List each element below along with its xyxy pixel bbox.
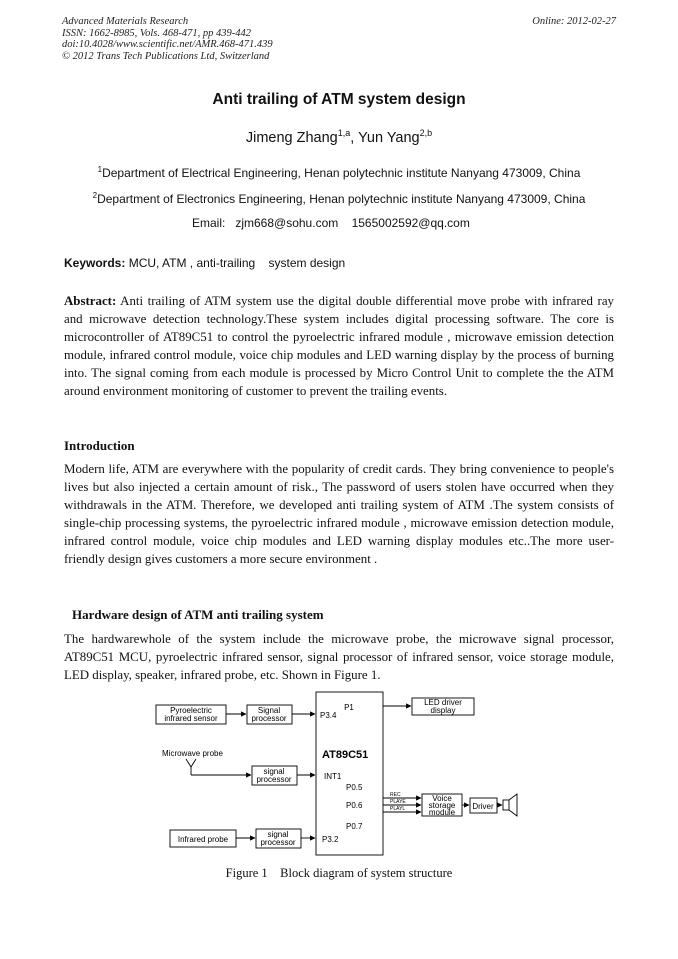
abstract-label: Abstract: — [64, 294, 117, 308]
figure-caption: Figure 1 Block diagram of system structure — [225, 866, 453, 880]
sigproc-3-label-2: processor — [260, 838, 296, 847]
introduction-heading: Introduction — [64, 438, 135, 453]
affiliation-2-sup: 2 — [92, 191, 98, 200]
affiliation-1-sup: 1 — [97, 165, 103, 174]
hardware-text: The hardwarewhole of the system include the microwave probe, the microwave signal processor, AT89C51 MCU, pyroelectric infrared sensor, signal processor of infrared sensor, voice storage module, LED display, speaker, infrared probe, etc. Shown in Figure 1. — [64, 632, 614, 682]
author-1-name: Jimeng Zhang — [245, 130, 338, 146]
pin-int1: INT1 — [324, 772, 342, 781]
sigproc-2-label-2: processor — [256, 775, 292, 784]
paper-title: Anti trailing of ATM system design — [212, 91, 466, 108]
online-date: Online: 2012-02-27 — [532, 16, 616, 27]
block-diagram — [150, 688, 530, 863]
affiliation-1-text: Department of Electrical Engineering, Henan polytechnic institute Nanyang 473009, China — [102, 166, 581, 180]
keywords-label: Keywords: — [64, 256, 126, 270]
led-label-2: display — [430, 706, 456, 715]
pin-p34: P3.4 — [320, 711, 337, 720]
pin-p06: P0.6 — [346, 801, 363, 810]
author-1-sup: 1,a — [337, 128, 351, 138]
pyro-label-2: infrared sensor — [164, 714, 218, 723]
journal-header — [62, 16, 273, 62]
voice-label-1: Voice — [432, 794, 452, 803]
abstract — [64, 292, 614, 400]
pyro-label-1: Pyroelectric — [170, 706, 212, 715]
pin-p32: P3.2 — [322, 835, 339, 844]
author-2-name: Yun Yang — [358, 130, 420, 146]
author-2-sup: 2,b — [419, 128, 433, 138]
driver-label: Driver — [472, 802, 494, 811]
infrared-probe-label: Infrared probe — [177, 835, 229, 844]
led-label-1: LED driver — [424, 698, 462, 707]
speaker-icon — [503, 800, 509, 810]
keywords-text: MCU, ATM , anti-trailing system design — [125, 256, 346, 270]
pin-p07: P0.7 — [346, 822, 363, 831]
voice-label-2: storage — [428, 801, 456, 810]
affiliation-2 — [0, 192, 678, 206]
author-line — [0, 130, 678, 146]
sigproc-3-label-1: signal — [267, 830, 289, 839]
affiliation-2-text: Department of Electronics Engineering, Henan polytechnic institute Nanyang 473009, China — [97, 192, 586, 206]
author-sep: , — [350, 130, 359, 146]
affiliation-1 — [0, 166, 678, 180]
microwave-antenna — [186, 759, 196, 767]
mcu-label: AT89C51 — [322, 749, 369, 761]
hardware-heading: Hardware design of ATM anti trailing system — [72, 607, 324, 622]
copyright-line: © 2012 Trans Tech Publications Ltd, Switzerland — [62, 50, 270, 62]
doi-line: doi:10.4028/www.scientific.net/AMR.468-471.439 — [62, 39, 273, 50]
introduction-text: Modern life, ATM are everywhere with the popularity of credit cards. They bring convenience to people's lives but also injected a certain amount of risk., The password of users stolen have occurred when they withdrawals in the ATM. Therefore, we developed anti trailing system of ATM .The system consists of single-chip processing systems, the pyroelectric infrared module , microwave emission detection module, infrared control module, voice chip modules and LED warning display modules etc..The more user-friendly design gives customers a more secure environment . — [64, 462, 614, 566]
issn-line: ISSN: 1662-8985, Vols. 468-471, pp 439-442 — [62, 27, 251, 39]
email-line: Email: zjm668@sohu.com 1565002592@qq.com — [192, 216, 470, 230]
keywords — [64, 256, 345, 270]
pin-p05: P0.5 — [346, 783, 363, 792]
sig-playl: PLAYL — [390, 806, 406, 812]
abstract-text: Anti trailing of ATM system use the digital double differential move probe with infrared ray and microwave detection technology.These system includes digital processing software. The core is microcontroller of AT89C51 to control the pyroelectric infrared module , microwave emission detection module, infrared control module, voice chip modules and LED warning display by the process of burning into. The signal coming from each module is processed by Micro Control Unit to complete the the ATM around environment monitoring of customer to prevent the trailing events. — [64, 294, 614, 398]
sigproc-1-label-1: Signal — [257, 706, 281, 715]
journal-name: Advanced Materials Research — [62, 16, 189, 27]
sig-rec: REC — [390, 792, 401, 798]
sig-playe: PLAYE — [390, 799, 406, 805]
pin-p1: P1 — [344, 703, 354, 712]
voice-label-3: module — [428, 808, 456, 817]
microwave-probe-label: Microwave probe — [162, 749, 223, 758]
sigproc-1-label-2: processor — [251, 714, 287, 723]
sigproc-2-label-1: signal — [263, 767, 285, 776]
